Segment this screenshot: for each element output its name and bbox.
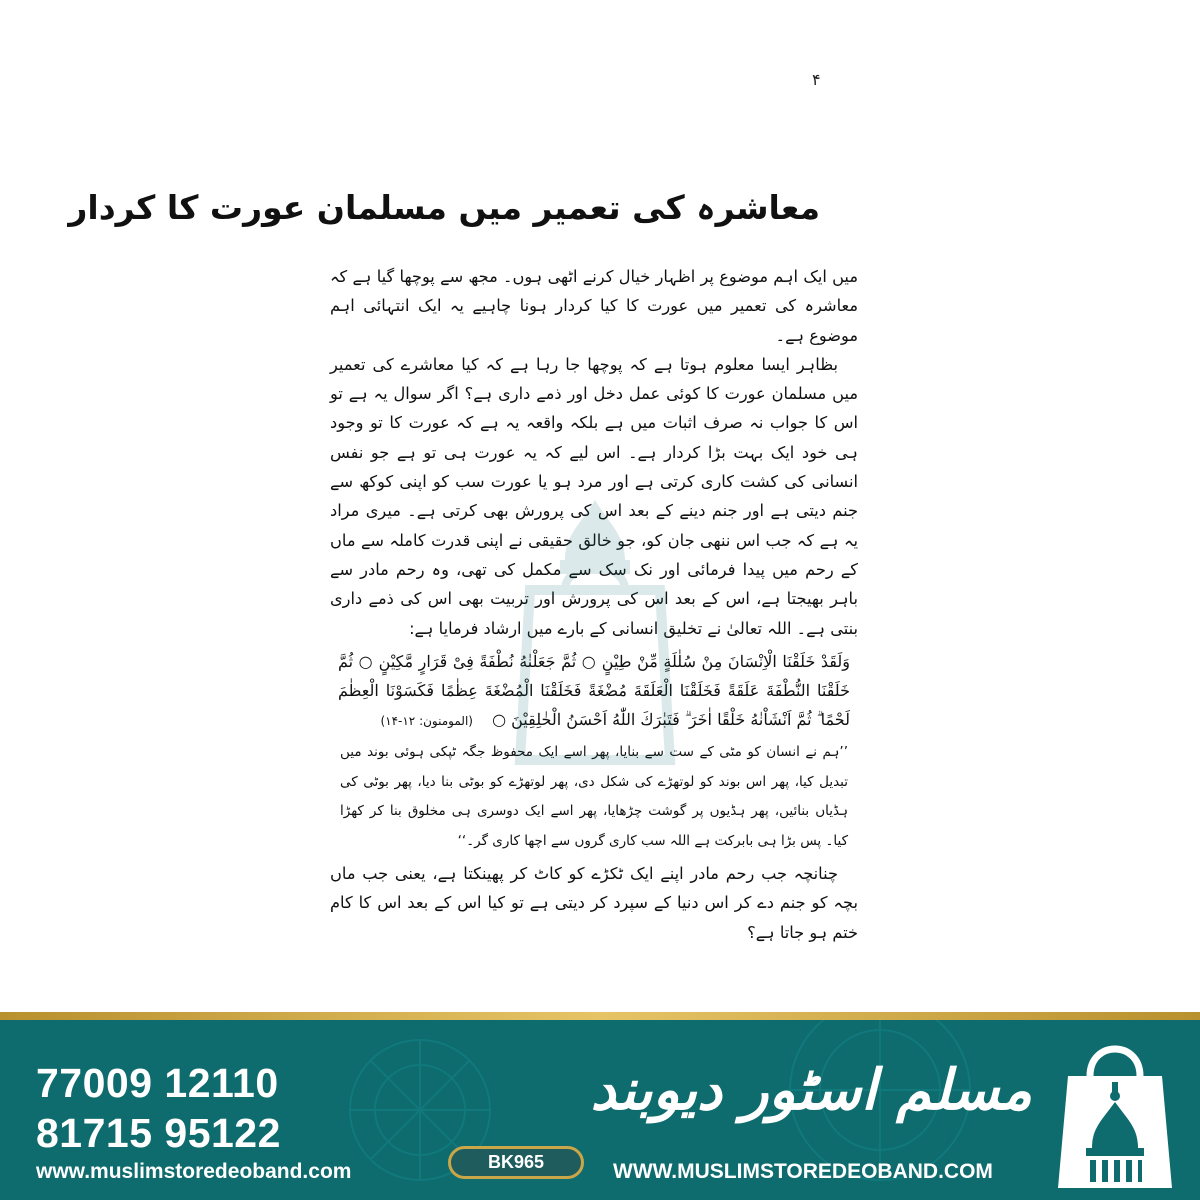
website-link-left[interactable]: www.muslimstoredeoband.com: [36, 1160, 352, 1183]
ayah-translation: ’’ہم نے انسان کو مٹی کے ست سے بنایا، پھر اسے ایک محفوظ جگہ ٹپکی ہوئی بوند میں تبدیل کیا، پھر اس بوند کو لوتھڑے کی شکل دی، پھر لوتھڑے کو بوٹی بنا دیا، پھر بوٹی کی ہڈیاں بنائیں، پھر ہڈیوں پر گوشت چڑھایا، پھر اسے ایک دوسری ہی مخلوق بنا کر کھڑا کیا۔ پس بڑا ہی بابرکت ہے اللہ سب کاری گروں سے اچھا کاری گر۔‘‘: [340, 743, 848, 850]
ayah-text: وَلَقَدْ خَلَقْنَا الْاِنْسَانَ مِنْ سُلٰلَةٍ مِّنْ طِيْنٍ ○ ثُمَّ جَعَلْنٰهُ نُطْفَةً فِیْ قَرَارٍ مَّكِيْنٍ ○ ثُمَّ خَلَقْنَا النُّطْفَةَ عَلَقَةً فَخَلَقْنَا الْعَلَقَةَ مُضْغَةً فَخَلَقْنَا الْمُضْغَةَ عِظٰمًا فَكَسَوْنَا الْعِظٰمَ لَحْمًا ۗ ثُمَّ اَنْشَاْنٰهُ خَلْقًا اٰخَرَ ۗ فَتَبٰرَكَ اللّٰهُ اَحْسَنُ الْخٰلِقِيْنَ ○: [338, 651, 850, 729]
quran-ayah: [338, 647, 850, 736]
phone-number-2[interactable]: 81715 95122: [36, 1110, 281, 1156]
brand-urdu-logo: مسلم اسٹور دیوبند: [590, 1057, 1032, 1123]
chapter-body: [330, 262, 858, 947]
paragraph-intro: میں ایک اہم موضوع پر اظہار خیال کرنے اٹھی ہوں۔ مجھ سے پوچھا گیا ہے کہ معاشرہ کی تعمیر میں عورت کا کیا کردار ہونا چاہیے یہ ایک انتہائی اہم موضوع ہے۔: [330, 267, 858, 345]
shopping-bag-mosque-icon: [1050, 1032, 1180, 1194]
paragraph-closing: چنانچہ جب رحم مادر اپنے ایک ٹکڑے کو کاٹ کر پھینکتا ہے، یعنی جب ماں بچہ کو جنم دے کر اس دنیا کے سپرد کر دیتی ہے تو کیا اس کے بعد اس کا کام ختم ہو جاتا ہے؟: [330, 864, 858, 942]
product-code-badge: BK965: [448, 1146, 584, 1179]
website-link-right[interactable]: WWW.MUSLIMSTOREDEOBAND.COM: [613, 1160, 993, 1183]
ayah-reference: (المومنون: ۱۲-۱۴): [380, 713, 473, 728]
paragraph-main: بظاہر ایسا معلوم ہوتا ہے کہ پوچھا جا رہا ہے کہ کیا معاشرے کی تعمیر میں مسلمان عورت کا کوئی عمل دخل اور ذمے داری ہے؟ اگر سوال یہ ہے تو اس کا جواب نہ صرف اثبات میں ہے بلکہ واقعہ یہ ہے کہ عورت کا تو وجود ہی خود ایک بہت بڑا کردار ہے۔ اس لیے کہ یہ عورت ہی تو ہے جو نفس انسانی کی کشت کاری کرتی ہے اور مرد ہو یا عورت سب کو اپنی کوکھ سے جنم دیتی ہے اور جنم دینے کے بعد اس کی پرورش بھی کرتی ہے۔ میری مراد یہ ہے کہ جب اس ننھی جان کو، جو خالق حقیقی نے اپنی قدرت کاملہ سے ماں کے رحم میں پیدا فرمائی اور نک سک سے مکمل کی تھی، وہ رحم مادر سے باہر بھیجتا ہے، اس کے بعد اس کی پرورش اور تربیت بھی اس کی ذمے داری بنتی ہے۔ اللہ تعالیٰ نے تخلیق انسانی کے بارے میں ارشاد فرمایا ہے:: [330, 354, 858, 638]
banner-gold-strip: [0, 1012, 1200, 1020]
page-number: ۴: [812, 70, 821, 89]
phone-number-1[interactable]: 77009 12110: [36, 1060, 279, 1106]
chapter-title: معاشرہ کی تعمیر میں مسلمان عورت کا کردار: [68, 188, 820, 227]
